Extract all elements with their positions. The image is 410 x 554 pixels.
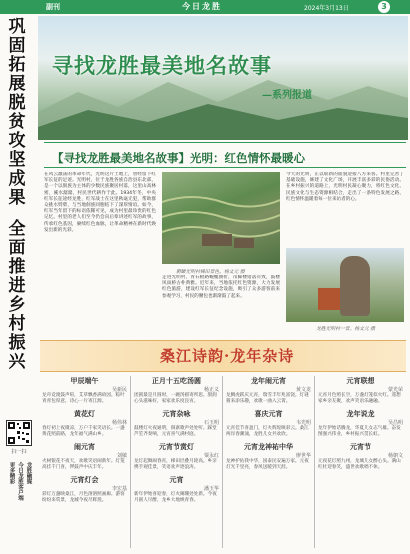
slogan-char: 坚 bbox=[8, 150, 26, 170]
slogan-char: 果 bbox=[8, 188, 26, 208]
poem-title: 龙年闹元宵 bbox=[251, 376, 286, 385]
poem-item bbox=[42, 442, 127, 471]
slogan-char: 展 bbox=[8, 74, 26, 94]
poem-body: 元宵佳节喜盈门，灯火辉煌映彩云。桑江两岸春潮涌，龙胜儿女共欢欣。 bbox=[226, 426, 309, 437]
slogan-char: 村 bbox=[8, 314, 26, 334]
section-tag: 副刊 bbox=[46, 3, 60, 11]
slogan-char: 面 bbox=[8, 238, 26, 258]
slogan-char: 脱 bbox=[8, 93, 26, 113]
poem-item bbox=[42, 475, 127, 504]
poem-title: 甲辰端午 bbox=[70, 376, 99, 385]
poem-column bbox=[132, 372, 221, 552]
mountain-illustration bbox=[38, 72, 408, 140]
poem-author: 杨伟林 bbox=[111, 420, 127, 426]
poem-title: 元宵龙神祐中华 bbox=[244, 442, 293, 451]
poem-body: 彩灯万盏映桑江，月色溶溶照画廊。游客纷纷来赏景，龙城今夜尽辉煌。 bbox=[42, 492, 125, 503]
poem-item bbox=[318, 409, 403, 438]
poem-author: 潘玉华 bbox=[203, 486, 219, 492]
poem-author: 杨朝文 bbox=[387, 453, 403, 459]
slogan-char: 兴 bbox=[8, 352, 26, 372]
rock-formation bbox=[340, 256, 370, 316]
poem-author: 李宏基 bbox=[111, 486, 127, 492]
hero-subtitle: —系列报道 bbox=[262, 90, 312, 101]
poem-body: 鼓楼灯火夜通明，侗寨歌声处处听。踩堂芦笙齐奏响，元宵喜气满村庭。 bbox=[134, 426, 217, 437]
photo-caption-2: 龙胜光明村一景。杨文元 摄 bbox=[316, 327, 376, 332]
poetry-section-title: 桑江诗韵·龙年杂诗 bbox=[160, 347, 295, 365]
poem-title: 元宵杂咏 bbox=[162, 409, 191, 418]
column-divider bbox=[222, 376, 223, 548]
article-column-3: 今天的光明，正以崭新的面貌迎接八方来客。村里完善了基础设施，修建了文化广场，开展丰富多彩的民俗活动。在乡村振兴的道路上，光明村民凝心聚力，将红色文化、民族文化与生态资源相结合，走出了一条特色发展之路，红色情怀温暖着每一位来访者的心。 bbox=[286, 172, 404, 202]
poem-title: 龙年说龙 bbox=[346, 409, 375, 418]
poem-author: 吴新民 bbox=[111, 387, 127, 393]
poem-title: 元宵联想 bbox=[346, 376, 375, 385]
poem-column bbox=[316, 372, 405, 552]
poem-item bbox=[134, 409, 219, 438]
sidebar-promo bbox=[8, 462, 36, 552]
slogan-char: 推 bbox=[8, 257, 26, 277]
promo-line: 龙胜融媒 bbox=[25, 462, 32, 484]
slogan-char: 乡 bbox=[8, 295, 26, 315]
poem-author: 蒙光荣 bbox=[387, 387, 403, 393]
poem-item bbox=[226, 376, 311, 405]
poem-body: 元夜花灯照九州，龙城儿女醉心头。满山红杜迎春笑，盛世欢歌唱不休。 bbox=[318, 459, 401, 470]
poem-column bbox=[40, 372, 129, 552]
poem-author: 粟永红 bbox=[203, 453, 219, 459]
poem-title: 正月十五吃汤圆 bbox=[152, 376, 201, 385]
poem-body: 龙年伊始话腾龙，华夏儿女志气雄。奋发图强兴伟业，乡村振兴贯长虹。 bbox=[318, 426, 401, 437]
slogan-char: 拓 bbox=[8, 55, 26, 75]
page-number: 3 bbox=[378, 1, 390, 13]
slogan-char: 巩 bbox=[8, 17, 26, 37]
poem-title: 元宵节 bbox=[350, 442, 371, 451]
column-divider bbox=[130, 376, 131, 548]
poem-title: 闹元宵 bbox=[74, 442, 95, 451]
poem-item bbox=[134, 475, 219, 504]
article-column-2: 走进光明村，青石板路蜿蜒曲折，吊脚楼错落有致，鼓楼风雨桥古朴典雅。近年来，当地依托红色资源，大力发展红色旅游，建设红军长征纪念设施，吸引了众多游客前来参观学习，村民的腰包也渐渐鼓了起来。 bbox=[162, 275, 280, 299]
article-headline: 【寻找龙胜最美地名故事】光明：红色情怀最暖心 bbox=[52, 151, 305, 165]
poem-item bbox=[42, 409, 127, 438]
poem-body: 龙灯起舞闹春宵，梯田层叠月轮高。乡亲携手观佳景，笑语欢声逐浪涛。 bbox=[134, 459, 217, 470]
promo-line: 更多精彩 bbox=[8, 462, 15, 484]
poems-area bbox=[40, 372, 406, 552]
poem-item bbox=[318, 442, 403, 471]
poem-item bbox=[226, 409, 311, 438]
hero-title: 寻找龙胜最美地名故事 bbox=[52, 53, 272, 78]
poem-title: 元宵灯会 bbox=[70, 475, 99, 484]
poem-author: 吴昌明 bbox=[387, 420, 403, 426]
poem-item bbox=[318, 376, 403, 405]
slogan-char: 贫 bbox=[8, 112, 26, 132]
poem-body: 龙腾虎跃庆元宵，瑞雪丰年兆富饶。灯谜猜来添乐趣，欢歌一曲入云霄。 bbox=[226, 393, 309, 404]
poem-body: 龙神护佑我中华，国泰民安遍万家。元夜灯光千里亮，春风送暖到天涯。 bbox=[226, 459, 309, 470]
issue-date: 2024年3月13日 bbox=[304, 5, 349, 12]
photo-caption-1: 俯瞰光明村梯田景色。杨文元 摄 bbox=[176, 270, 245, 275]
slogan-char: 成 bbox=[8, 169, 26, 189]
column-divider bbox=[314, 376, 315, 548]
poem-author: 黄文龙 bbox=[295, 387, 311, 393]
poem-column bbox=[224, 372, 313, 552]
poem-body: 龙舟竞渡鼓声喧，艾草飘香满故园。粽叶青青包厚意，诗心一片寄江源。 bbox=[42, 393, 125, 404]
poem-author: 廖世华 bbox=[295, 453, 311, 459]
qr-code-icon[interactable] bbox=[6, 420, 32, 446]
poem-title: 元宵节赏灯 bbox=[159, 442, 194, 451]
slogan-char: 攻 bbox=[8, 131, 26, 151]
poem-item bbox=[226, 442, 311, 471]
poem-author: 杨正义 bbox=[203, 387, 219, 393]
slogan-char: 振 bbox=[8, 333, 26, 353]
promo-line: 今日龙胜客户端 bbox=[17, 462, 23, 501]
poem-title: 黄花灯 bbox=[74, 409, 95, 418]
poem-body: 元宵月色照长空，万盏灯笼似火红。遥想家乡亲友聚，欢声笑语乐融融。 bbox=[318, 393, 401, 404]
slogan-column bbox=[3, 18, 31, 418]
poem-item bbox=[134, 442, 219, 471]
article-column-1: 在风云激荡的革命年代，光明这片土地上，曾经留下红军长征的足迹。光明村，位于龙胜各族自治县东北部，是一个以侗族为主体的少数民族聚居村落，这里山高林密，溪水潺潺，村民世代耕作于此。1934年冬，中央红军长征途经龙胜，红军战士在这里秋毫无犯，帮助群众挑水劈柴，与当地侗族同胞结下了深厚情谊。如今，红军当年留下的标语依稀可见，成为村里最珍贵的红色记忆。村里的老人们至今仍会向后辈讲述红军的故事，传承红色基因，赓续红色血脉，让革命精神在新时代焕发出新的光彩。 bbox=[44, 172, 156, 233]
qr-caption: 扫一扫 bbox=[11, 449, 27, 455]
poem-item bbox=[42, 376, 127, 405]
poem-author: 韦光明 bbox=[295, 420, 311, 426]
slogan-char: 固 bbox=[8, 36, 26, 56]
slogan-char: 进 bbox=[8, 276, 26, 296]
poem-author: 石玉明 bbox=[203, 420, 219, 426]
paper-name: 今日龙胜 bbox=[182, 1, 222, 11]
poem-body: 火树银花不夜天，欢歌笑语闹新年。灯笼高挂千门喜，锣鼓声中庆丰年。 bbox=[42, 459, 125, 470]
poem-title: 喜庆元宵 bbox=[254, 409, 283, 418]
poem-body: 春灯初上夜微凉，万户千家笑语长。一盏黄花照前路，龙年福气满山乡。 bbox=[42, 426, 125, 437]
slogan-char: 全 bbox=[8, 219, 26, 239]
poem-body: 团圆最是月圆时，一碗汤圆寄所思。甜润心头滋味好，家家欢乐度良宵。 bbox=[134, 393, 217, 404]
poem-item bbox=[134, 376, 219, 405]
poem-author: 刘敏 bbox=[116, 453, 127, 459]
poem-title: 元宵 bbox=[169, 475, 184, 484]
pavilion-building bbox=[318, 288, 340, 310]
poem-body: 新年伊始喜迎春，灯火阑珊处处新。今夜月圆人尽醉，龙乡大地焕青春。 bbox=[134, 492, 217, 503]
terraces-photo bbox=[162, 172, 280, 264]
